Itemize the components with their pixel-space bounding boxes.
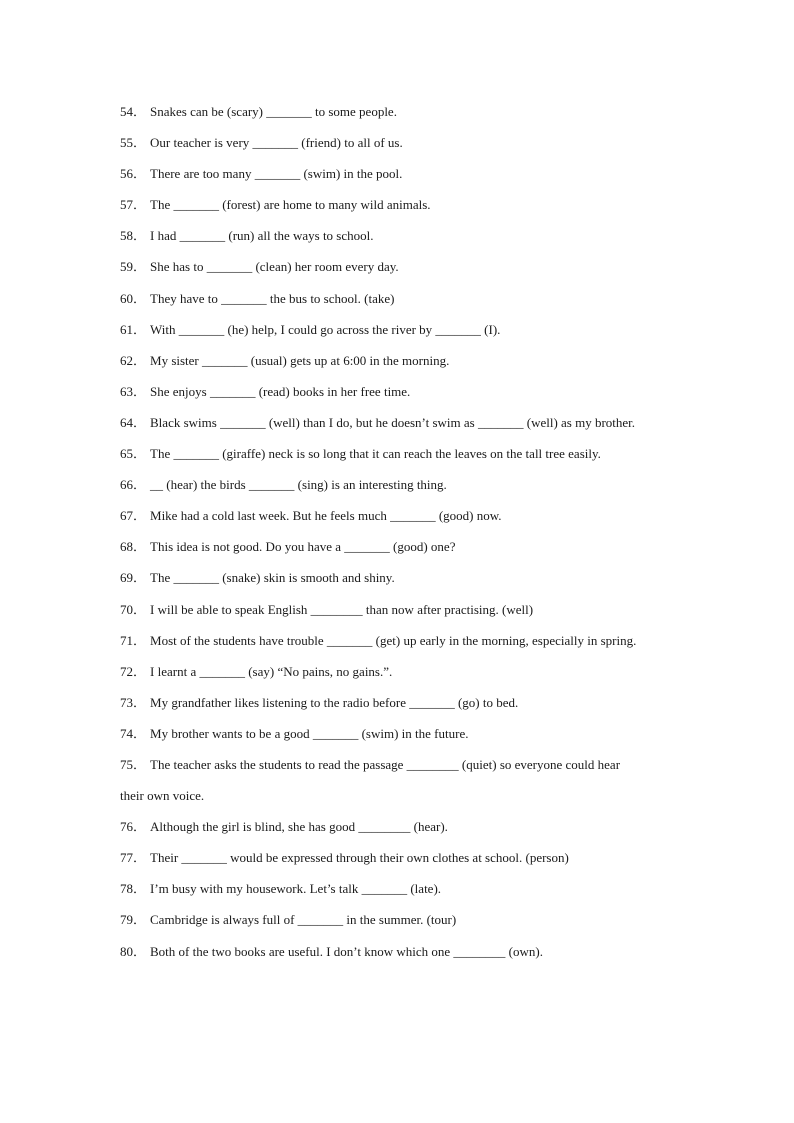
question-item bbox=[120, 350, 700, 381]
question-number: 56． bbox=[120, 166, 147, 182]
question-item bbox=[120, 847, 700, 878]
question-number: 68． bbox=[120, 539, 147, 555]
question-number: 72． bbox=[120, 663, 147, 679]
question-text: They have to _______ the bus to school. (take) bbox=[150, 290, 395, 306]
question-item bbox=[120, 536, 700, 567]
question-text: This idea is not good. Do you have a _______ (good) one? bbox=[150, 539, 456, 555]
question-number: 66． bbox=[120, 477, 147, 493]
question-number: 60． bbox=[120, 290, 147, 306]
question-text: I’m busy with my housework. Let’s talk _______ (late). bbox=[150, 881, 442, 897]
question-number: 63． bbox=[120, 383, 147, 399]
question-text: My sister _______ (usual) gets up at 6:00 in the morning. bbox=[150, 352, 450, 368]
question-text: I had _______ (run) all the ways to school. bbox=[150, 228, 374, 244]
question-item bbox=[120, 225, 700, 256]
question-number: 54． bbox=[120, 104, 147, 119]
question-text: Mike had a cold last week. But he feels much _______ (good) now. bbox=[150, 508, 502, 524]
question-text: She enjoys _______ (read) books in her free time. bbox=[150, 383, 411, 399]
question-number: 71． bbox=[120, 632, 147, 648]
question-number: 55． bbox=[120, 135, 147, 151]
question-number: 64． bbox=[120, 414, 147, 430]
question-text: Cambridge is always full of _______ in the summer. (tour) bbox=[150, 912, 457, 928]
question-number: 67． bbox=[120, 508, 147, 524]
question-item bbox=[120, 816, 700, 847]
question-text: Their _______ would be expressed through their own clothes at school. (person) bbox=[150, 850, 569, 866]
question-number: 73． bbox=[120, 694, 147, 710]
question-number: 69． bbox=[120, 570, 147, 586]
question-item bbox=[120, 941, 700, 972]
question-text: I learnt a _______ (say) “No pains, no gains.”. bbox=[150, 663, 393, 679]
question-text: Our teacher is very _______ (friend) to all of us. bbox=[150, 135, 403, 151]
question-item bbox=[120, 256, 700, 287]
question-text: The _______ (forest) are home to many wild animals. bbox=[150, 197, 431, 213]
question-number: 65． bbox=[120, 446, 147, 462]
question-number: 80． bbox=[120, 943, 147, 959]
question-text: There are too many _______ (swim) in the pool. bbox=[150, 166, 403, 182]
question-item bbox=[120, 101, 700, 132]
question-item bbox=[120, 599, 700, 630]
question-list bbox=[120, 101, 700, 972]
question-text: Snakes can be (scary) _______ to some people. bbox=[150, 104, 397, 119]
question-item bbox=[120, 319, 700, 350]
question-item bbox=[120, 692, 700, 723]
question-continuation: their own voice. bbox=[120, 788, 205, 804]
question-number: 62． bbox=[120, 352, 147, 368]
question-item bbox=[120, 754, 700, 785]
question-number: 57． bbox=[120, 197, 147, 213]
question-text: Most of the students have trouble _______ (get) up early in the morning, especially in spring. bbox=[150, 632, 637, 648]
question-item bbox=[120, 132, 700, 163]
question-text: My brother wants to be a good _______ (swim) in the future. bbox=[150, 725, 469, 741]
question-item bbox=[120, 661, 700, 692]
question-text: The teacher asks the students to read the passage ________ (quiet) so everyone could hear bbox=[150, 756, 621, 772]
question-number: 77． bbox=[120, 850, 147, 866]
question-text: I will be able to speak English ________ than now after practising. (well) bbox=[150, 601, 534, 617]
question-number: 74． bbox=[120, 725, 147, 741]
question-text: The _______ (snake) skin is smooth and shiny. bbox=[150, 570, 395, 586]
question-number: 78． bbox=[120, 881, 147, 897]
question-item bbox=[120, 567, 700, 598]
question-item bbox=[120, 194, 700, 225]
question-text: My grandfather likes listening to the radio before _______ (go) to bed. bbox=[150, 694, 519, 710]
question-number: 58． bbox=[120, 228, 147, 244]
question-item bbox=[120, 288, 700, 319]
question-text: With _______ (he) help, I could go across the river by _______ (I). bbox=[150, 321, 501, 337]
question-text: Both of the two books are useful. I don’t know which one ________ (own). bbox=[150, 943, 543, 959]
question-number: 76． bbox=[120, 819, 147, 835]
question-text: __ (hear) the birds _______ (sing) is an interesting thing. bbox=[150, 477, 447, 493]
question-item bbox=[120, 381, 700, 412]
question-number: 79． bbox=[120, 912, 147, 928]
question-number: 75． bbox=[120, 756, 147, 772]
question-text: She has to _______ (clean) her room every day. bbox=[150, 259, 399, 275]
question-item bbox=[120, 630, 700, 661]
question-item bbox=[120, 412, 700, 443]
question-item bbox=[120, 443, 700, 474]
question-item bbox=[120, 163, 700, 194]
question-item bbox=[120, 878, 700, 909]
question-item bbox=[120, 505, 700, 536]
question-item bbox=[120, 723, 700, 754]
question-item bbox=[120, 474, 700, 505]
question-number: 59． bbox=[120, 259, 147, 275]
question-number: 61． bbox=[120, 321, 147, 337]
question-text: Although the girl is blind, she has good ________ (hear). bbox=[150, 819, 448, 835]
question-item bbox=[120, 909, 700, 940]
question-text: Black swims _______ (well) than I do, but he doesn’t swim as _______ (well) as my brother. bbox=[150, 414, 636, 430]
question-text: The _______ (giraffe) neck is so long that it can reach the leaves on the tall tree easily. bbox=[150, 446, 601, 462]
question-number: 70． bbox=[120, 601, 147, 617]
